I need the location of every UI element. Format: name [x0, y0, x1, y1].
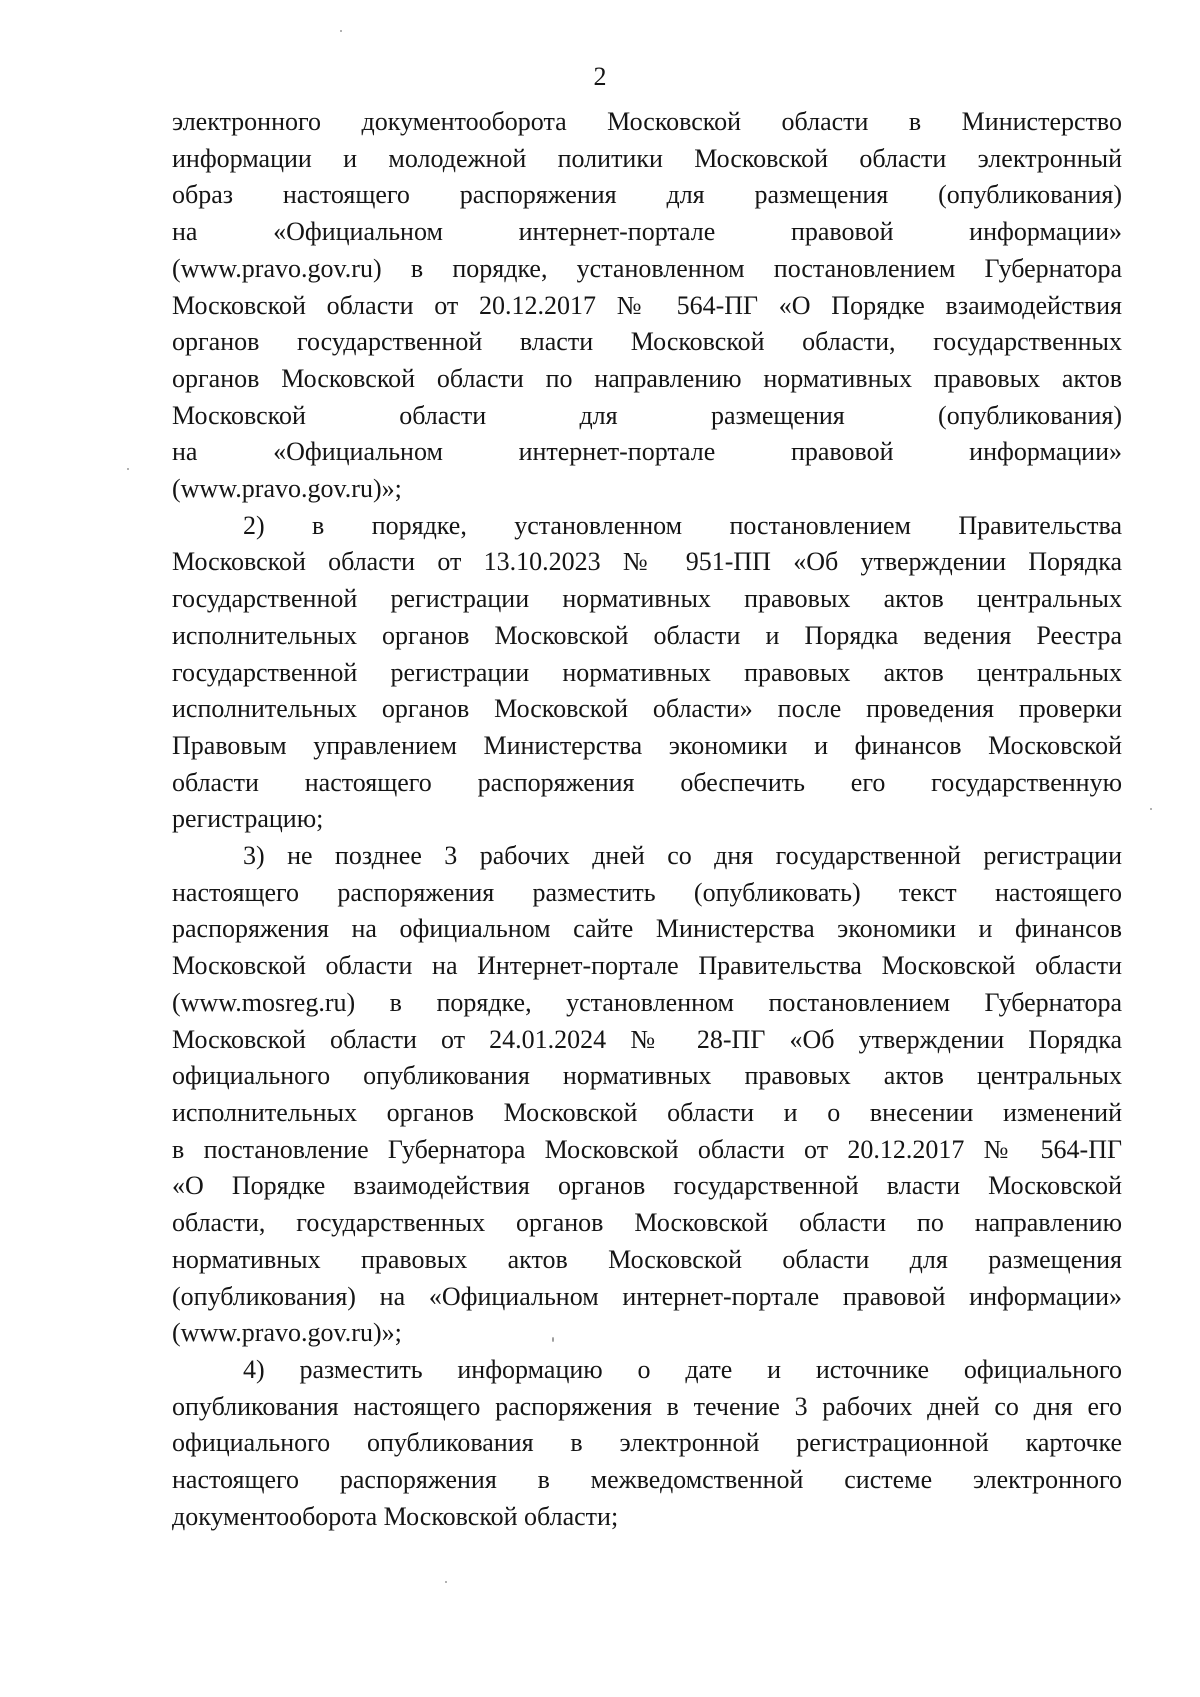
text-line: настоящего распоряжения в межведомственной системе электронного: [172, 1465, 1122, 1495]
text-line: Московской области от 13.10.2023 № 951-ПП «Об утверждении Порядка: [172, 547, 1122, 577]
text-line: Правовым управлением Министерства экономики и финансов Московской: [172, 730, 1122, 760]
scan-speck: [445, 1581, 447, 1583]
text-line: 4) разместить информацию о дате и источнике официального: [243, 1354, 1122, 1384]
text-line: распоряжения на официальном сайте Министерства экономики и финансов: [172, 914, 1122, 944]
scan-speck: [127, 468, 129, 470]
text-line: на «Официальном интернет-портале правовой информации»: [172, 437, 1122, 467]
text-line: 3) не позднее 3 рабочих дней со дня государственной регистрации: [243, 841, 1122, 871]
scan-speck: [1150, 808, 1152, 810]
text-line: официального опубликования в электронной регистрационной карточке: [172, 1428, 1122, 1458]
text-line: исполнительных органов Московской области и Порядка ведения Реестра: [172, 620, 1122, 650]
text-line: области, государственных органов Московской области по направлению: [172, 1208, 1122, 1238]
text-line: опубликования настоящего распоряжения в течение 3 рабочих дней со дня его: [172, 1391, 1122, 1421]
text-line: Московской области для размещения (опубликования): [172, 400, 1122, 430]
text-line: Московской области от 20.12.2017 № 564-ПГ «О Порядке взаимодействия: [172, 290, 1122, 320]
paragraph-item-3: [172, 838, 1122, 1352]
page-number: 2: [593, 62, 607, 91]
text-line: государственной регистрации нормативных правовых актов центральных: [172, 584, 1122, 614]
text-line: электронного документооборота Московской области в Министерство: [172, 107, 1122, 136]
text-line: образ настоящего распоряжения для размещения (опубликования): [172, 180, 1122, 210]
text-line: государственной регистрации нормативных правовых актов центральных: [172, 657, 1122, 687]
scan-speck: [340, 30, 342, 32]
text-line: официального опубликования нормативных правовых актов центральных: [172, 1061, 1122, 1091]
text-line: регистрацию;: [172, 804, 324, 834]
text-line: исполнительных органов Московской области» после проведения проверки: [172, 694, 1122, 724]
text-line: Московской области на Интернет-портале Правительства Московской области: [172, 951, 1122, 981]
paragraph-item-2: [172, 508, 1122, 838]
text-line: области настоящего распоряжения обеспечить его государственную: [172, 767, 1122, 797]
text-line: настоящего распоряжения разместить (опубликовать) текст настоящего: [172, 877, 1122, 907]
paragraph-publication-continuation: [172, 104, 1122, 508]
text-line: (опубликования) на «Официальном интернет-портале правовой информации»: [172, 1281, 1122, 1311]
text-line: документооборота Московской области;: [172, 1501, 619, 1531]
scan-speck: [552, 1337, 554, 1342]
document-body: [172, 104, 1122, 1535]
text-line: «О Порядке взаимодействия органов государственной власти Московской: [172, 1171, 1122, 1201]
text-line: (www.pravo.gov.ru)»;: [172, 474, 402, 504]
text-line: нормативных правовых актов Московской области для размещения: [172, 1244, 1122, 1274]
text-line: органов Московской области по направлению нормативных правовых актов: [172, 363, 1122, 393]
text-line: исполнительных органов Московской области и о внесении изменений: [172, 1097, 1122, 1127]
text-line: на «Официальном интернет-портале правовой информации»: [172, 217, 1122, 247]
paragraph-item-4: [172, 1352, 1122, 1536]
text-line: органов государственной власти Московской области, государственных: [172, 327, 1122, 357]
text-line: (www.pravo.gov.ru) в порядке, установленном постановлением Губернатора: [172, 253, 1122, 283]
text-line: Московской области от 24.01.2024 № 28-ПГ «Об утверждении Порядка: [172, 1024, 1122, 1054]
text-line: (www.pravo.gov.ru)»;: [172, 1318, 402, 1348]
text-line: 2) в порядке, установленном постановлением Правительства: [243, 510, 1122, 540]
text-line: в постановление Губернатора Московской области от 20.12.2017 № 564-ПГ: [172, 1134, 1122, 1164]
text-line: информации и молодежной политики Московской области электронный: [172, 143, 1122, 173]
text-line: (www.mosreg.ru) в порядке, установленном постановлением Губернатора: [172, 987, 1122, 1017]
